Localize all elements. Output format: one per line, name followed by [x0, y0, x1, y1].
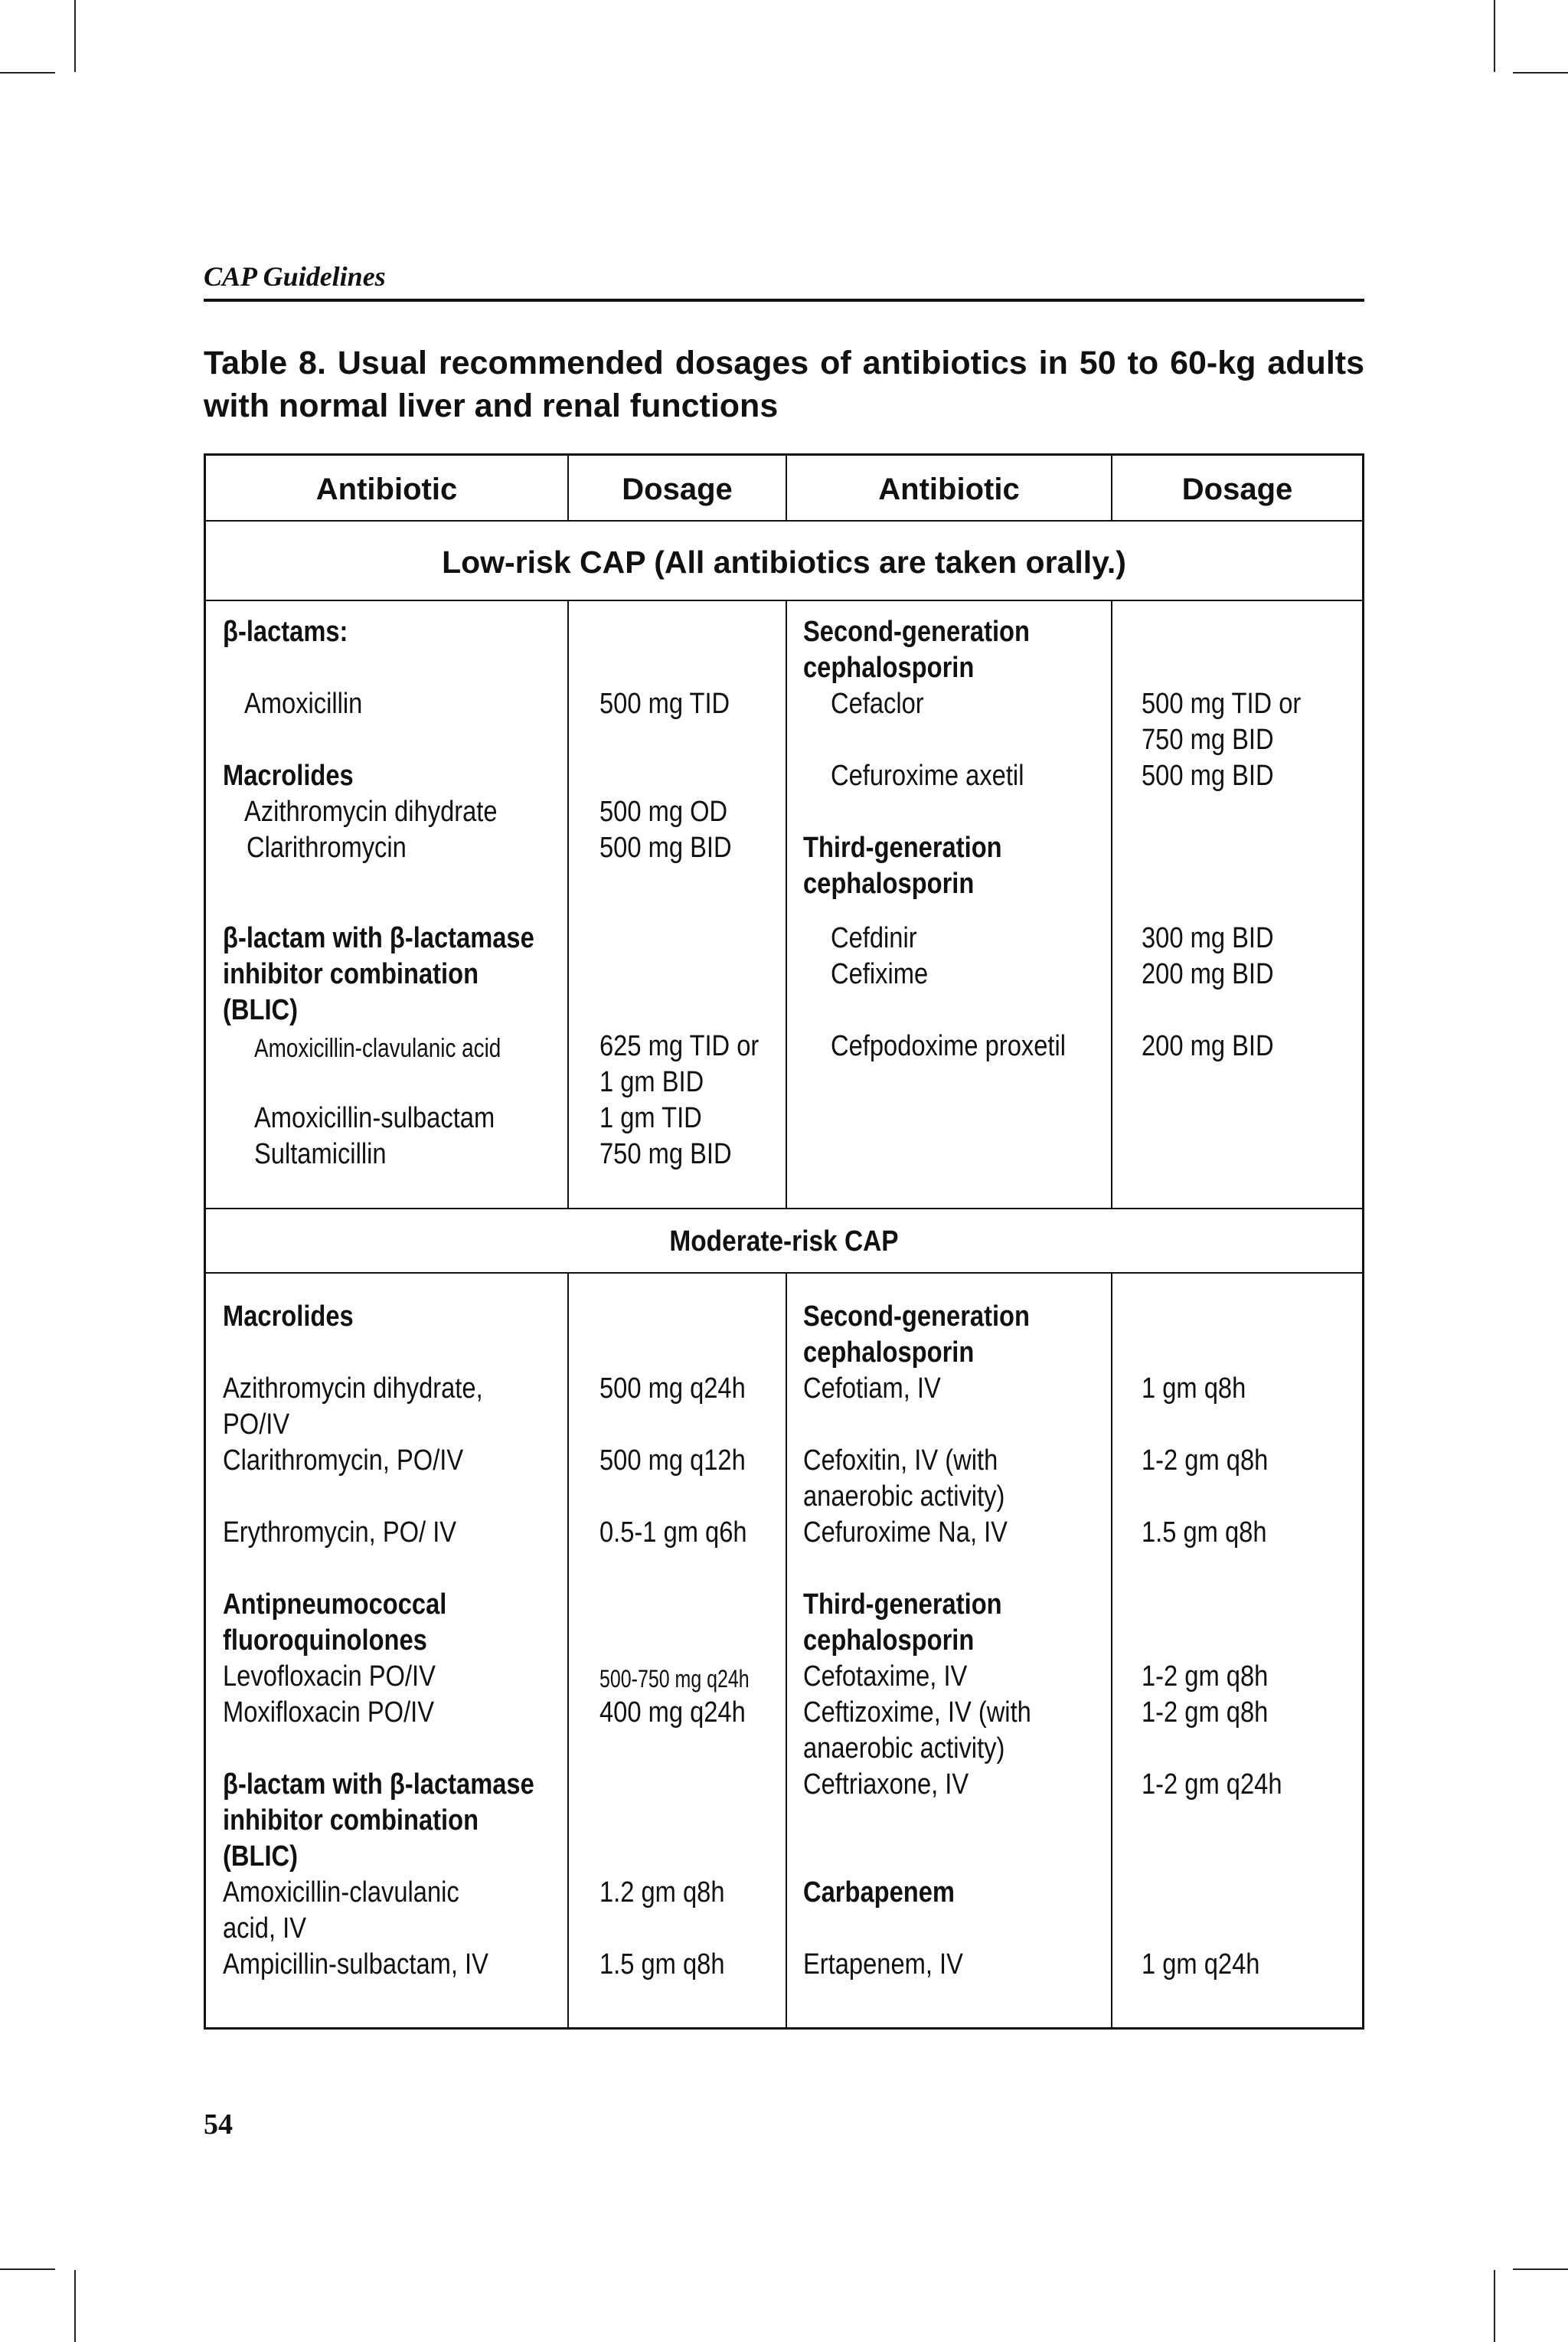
drug-name: Cefuroxime Na, IV — [803, 1516, 1008, 1549]
drug-name: anaerobic activity) — [803, 1480, 1005, 1513]
running-header: CAP Guidelines — [204, 261, 386, 292]
drug-dose: 1-2 gm q24h — [1142, 1768, 1282, 1801]
drug-dose: 500 mg BID — [599, 832, 732, 864]
column-header-dosage: Dosage — [622, 473, 733, 506]
crop-mark — [0, 72, 55, 74]
drug-dose: 1.5 gm q8h — [1142, 1516, 1267, 1549]
crop-mark — [0, 2268, 55, 2270]
column-header-dosage: Dosage — [1181, 473, 1293, 506]
drug-name: Amoxicillin — [244, 688, 363, 720]
crop-mark — [1494, 2270, 1495, 2342]
drug-class: Carbapenem — [803, 1876, 955, 1909]
drug-dose: 500 mg BID — [1142, 760, 1274, 792]
drug-class: β-lactam with β-lactamase — [223, 922, 534, 954]
drug-name: Clarithromycin, PO/IV — [223, 1444, 464, 1477]
drug-dose: 400 mg q24h — [599, 1696, 746, 1729]
dosage-table — [204, 453, 1364, 2030]
drug-name: Ampicillin-sulbactam, IV — [223, 1948, 488, 1981]
row-divider — [206, 520, 1362, 522]
drug-dose: 750 mg BID — [1142, 724, 1274, 756]
drug-class: cephalosporin — [803, 652, 975, 684]
drug-dose: 1 gm TID — [599, 1102, 702, 1134]
row-divider — [206, 1272, 1362, 1274]
row-divider — [206, 1208, 1362, 1209]
drug-class: (BLIC) — [223, 1840, 299, 1873]
crop-mark — [1513, 72, 1568, 74]
drug-name: Cefpodoxime proxetil — [831, 1030, 1066, 1062]
table-title: Table 8. Usual recommended dosages of antibiotics in 50 to 60-kg adults with normal liver and renal functions — [204, 345, 1364, 424]
drug-name: Cefotiam, IV — [803, 1372, 941, 1405]
crop-mark — [1513, 2268, 1568, 2270]
column-divider — [567, 601, 569, 1208]
drug-class: β-lactams: — [223, 616, 348, 648]
drug-class: cephalosporin — [803, 1336, 975, 1369]
column-header-antibiotic: Antibiotic — [878, 473, 1020, 506]
drug-name: Levofloxacin PO/IV — [223, 1660, 436, 1693]
drug-class: Macrolides — [223, 1300, 354, 1333]
drug-dose: 1-2 gm q8h — [1142, 1660, 1269, 1693]
drug-name: Ceftriaxone, IV — [803, 1768, 969, 1801]
drug-name: Sultamicillin — [254, 1138, 387, 1170]
section-heading-moderate-risk: Moderate-risk CAP — [669, 1225, 899, 1258]
drug-class: Second-generation — [803, 1300, 1030, 1333]
column-divider — [567, 1274, 569, 2027]
drug-name: Cefuroxime axetil — [831, 760, 1024, 792]
drug-dose: 500-750 mg q24h — [599, 1665, 750, 1693]
page-number: 54 — [204, 2108, 233, 2141]
drug-dose: 1.2 gm q8h — [599, 1876, 725, 1909]
drug-name: Cefixime — [831, 958, 929, 990]
drug-dose: 200 mg BID — [1142, 958, 1274, 990]
drug-dose: 625 mg TID or — [599, 1030, 760, 1062]
drug-class: Macrolides — [223, 760, 354, 792]
drug-name: PO/IV — [223, 1408, 290, 1441]
drug-class: cephalosporin — [803, 868, 975, 900]
drug-class: fluoroquinolones — [223, 1624, 427, 1657]
drug-name: Cefaclor — [831, 688, 924, 720]
crop-mark — [1494, 0, 1495, 72]
drug-dose: 200 mg BID — [1142, 1030, 1274, 1062]
drug-dose: 1 gm BID — [599, 1066, 704, 1098]
column-divider — [1111, 601, 1112, 1208]
drug-class: inhibitor combination — [223, 1804, 479, 1837]
drug-dose: 500 mg OD — [599, 796, 728, 828]
drug-name: Moxifloxacin PO/IV — [223, 1696, 435, 1729]
drug-dose: 1 gm q8h — [1142, 1372, 1246, 1405]
drug-name: Ertapenem, IV — [803, 1948, 963, 1981]
drug-class: cephalosporin — [803, 1624, 975, 1657]
drug-name: Amoxicillin-clavulanic — [223, 1876, 459, 1909]
drug-dose: 500 mg TID — [599, 688, 730, 720]
drug-name: Erythromycin, PO/ IV — [223, 1516, 457, 1549]
header-rule — [204, 299, 1364, 302]
crop-mark — [74, 2270, 76, 2342]
drug-dose: 1 gm q24h — [1142, 1948, 1260, 1981]
drug-name: Amoxicillin-sulbactam — [254, 1102, 495, 1134]
drug-dose: 500 mg q12h — [599, 1444, 746, 1477]
drug-dose: 1.5 gm q8h — [599, 1948, 725, 1981]
drug-dose: 1-2 gm q8h — [1142, 1696, 1269, 1729]
row-divider — [206, 600, 1362, 601]
drug-name: Clarithromycin — [247, 832, 407, 864]
drug-class: Second-generation — [803, 616, 1030, 648]
crop-mark — [74, 0, 76, 72]
drug-name: Azithromycin dihydrate — [244, 796, 498, 828]
drug-dose: 750 mg BID — [599, 1138, 732, 1170]
drug-class: Third-generation — [803, 1588, 1002, 1621]
column-divider — [786, 601, 787, 1208]
drug-class: β-lactam with β-lactamase — [223, 1768, 534, 1801]
drug-name: Ceftizoxime, IV (with — [803, 1696, 1031, 1729]
drug-name: Azithromycin dihydrate, — [223, 1372, 483, 1405]
drug-name: Cefotaxime, IV — [803, 1660, 968, 1693]
column-header-antibiotic: Antibiotic — [315, 473, 458, 506]
drug-class: inhibitor combination — [223, 958, 479, 990]
drug-name: acid, IV — [223, 1912, 306, 1945]
drug-name: Amoxicillin-clavulanic acid — [254, 1034, 501, 1063]
column-divider — [786, 1274, 787, 2027]
drug-dose: 1-2 gm q8h — [1142, 1444, 1269, 1477]
section-heading-low-risk: Low-risk CAP (All antibiotics are taken orally.) — [442, 545, 1126, 580]
drug-name: Cefdinir — [831, 922, 917, 954]
drug-name: Cefoxitin, IV (with — [803, 1444, 998, 1477]
column-divider — [1111, 1274, 1112, 2027]
drug-class: Antipneumococcal — [223, 1588, 447, 1621]
drug-class: Third-generation — [803, 832, 1002, 864]
drug-dose: 0.5-1 gm q6h — [599, 1516, 747, 1549]
drug-dose: 500 mg q24h — [599, 1372, 746, 1405]
drug-class: (BLIC) — [223, 994, 299, 1026]
drug-dose: 300 mg BID — [1142, 922, 1274, 954]
drug-dose: 500 mg TID or — [1142, 688, 1302, 720]
drug-name: anaerobic activity) — [803, 1732, 1005, 1765]
